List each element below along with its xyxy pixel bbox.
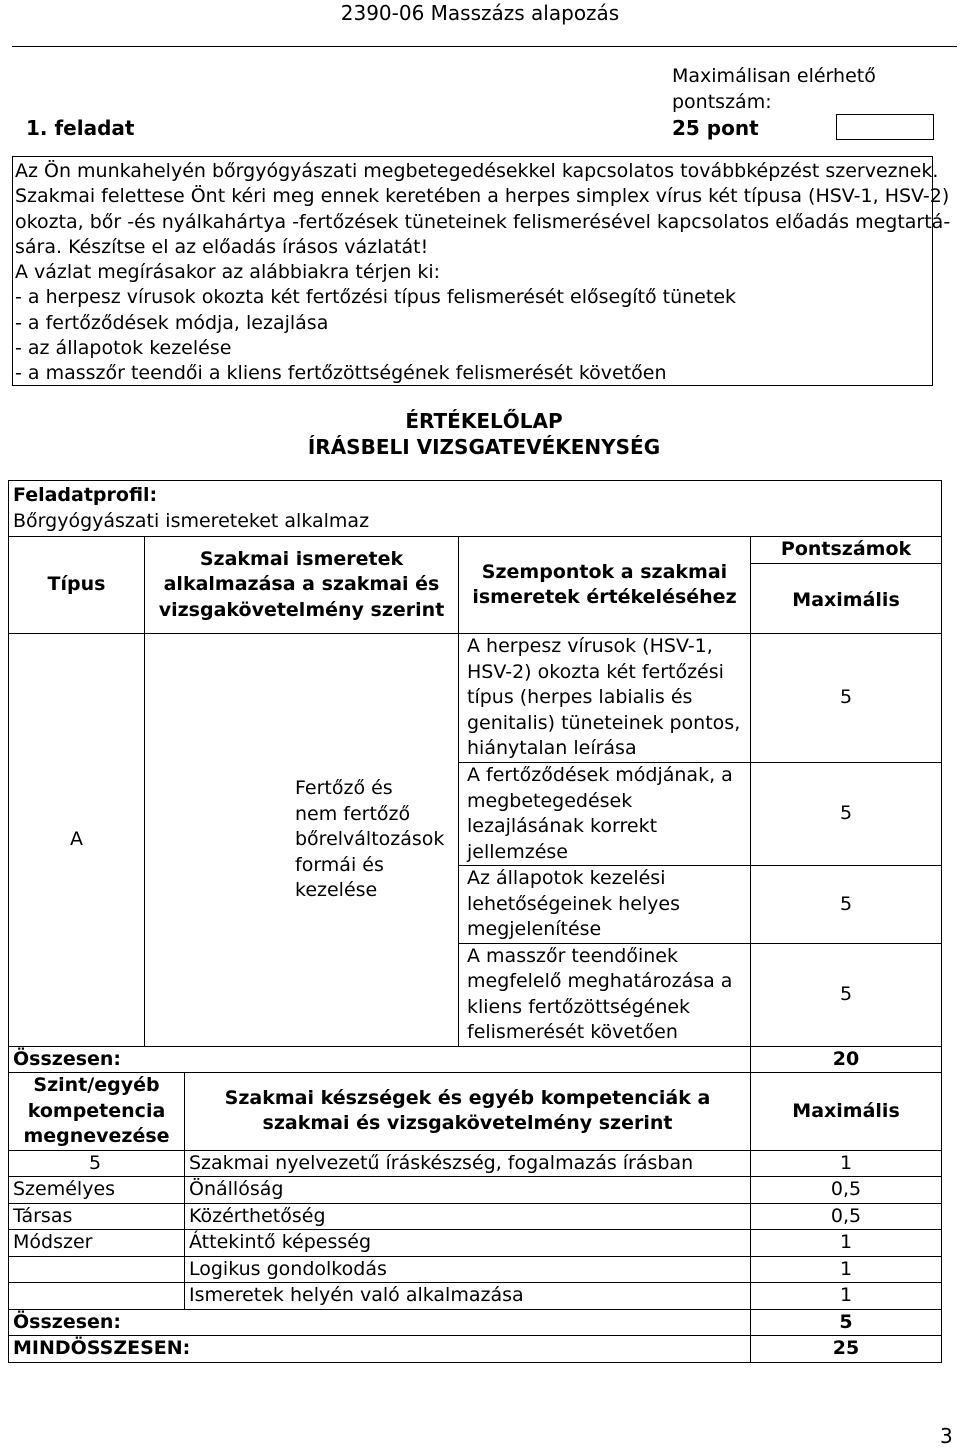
criteria-row bbox=[9, 634, 942, 763]
points-value: 25 pont bbox=[672, 116, 759, 140]
criteria-text: A herpesz vírusok (HSV-1, HSV-2) okozta két fertőzési típus (herpes labialis és genitalis) tüneteinek pontos, hiánytalan leírása bbox=[459, 634, 751, 763]
page-number: 3 bbox=[940, 1424, 953, 1448]
grand-total-label: MINDÖSSZESEN: bbox=[9, 1336, 751, 1363]
task-line: - a herpesz vírusok okozta két fertőzési típus felismerését elősegítő tünetek bbox=[15, 286, 737, 309]
subtotal-row bbox=[9, 1309, 942, 1336]
competency-level: Módszer bbox=[9, 1230, 185, 1257]
type-value: A bbox=[9, 634, 145, 1047]
competency-level bbox=[9, 1256, 185, 1283]
criteria-points: 5 bbox=[751, 634, 942, 763]
competency-points: 0,5 bbox=[751, 1177, 942, 1204]
subtotal-row bbox=[9, 1046, 942, 1073]
competency-row bbox=[9, 1256, 942, 1283]
competency-skill: Önállóság bbox=[185, 1177, 751, 1204]
profile-cell bbox=[9, 481, 942, 537]
evaluation-table bbox=[8, 480, 942, 1363]
subtotal-value: 20 bbox=[751, 1046, 942, 1073]
points-header-label: Pontszámok bbox=[751, 537, 941, 564]
criteria-points: 5 bbox=[751, 763, 942, 866]
competency-points: 1 bbox=[751, 1283, 942, 1310]
profile-value: Bőrgyógyászati ismereteket alkalmaz bbox=[13, 509, 370, 532]
page-header-title: 2390-06 Masszázs alapozás bbox=[340, 1, 620, 25]
points-caption-line2: pontszám: bbox=[672, 91, 772, 113]
competency-row bbox=[9, 1203, 942, 1230]
competency-skill: Áttekintő képesség bbox=[185, 1230, 751, 1257]
criteria-points: 5 bbox=[751, 866, 942, 944]
task-line: - az állapotok kezelése bbox=[15, 337, 232, 360]
points-caption bbox=[672, 63, 892, 115]
competency-level: Személyes bbox=[9, 1177, 185, 1204]
competency-skill: Logikus gondolkodás bbox=[185, 1256, 751, 1283]
task-line: sára. Készítse el az előadás írásos vázlatát! bbox=[15, 235, 429, 258]
competency-row bbox=[9, 1177, 942, 1204]
column-header-knowledge: Szakmai ismeretek alkalmazása a szakmai és vizsgakövetelmény szerint bbox=[145, 537, 459, 634]
competency-level: 5 bbox=[9, 1150, 185, 1177]
column-header-type: Típus bbox=[9, 537, 145, 634]
task-line: Szakmai felettese Önt kéri meg ennek keretében a herpes simplex vírus két típusa (HSV-1, HSV-2) bbox=[15, 185, 950, 208]
competency-skill: Közérthetőség bbox=[185, 1203, 751, 1230]
competency-row bbox=[9, 1150, 942, 1177]
evaluation-title-line1: ÉRTÉKELŐLAP bbox=[405, 409, 563, 433]
max-header-label: Maximális bbox=[792, 588, 900, 611]
knowledge-text: Fertőző és nem fertőző bőrelváltozások formái és kezelése bbox=[295, 777, 445, 901]
knowledge-value bbox=[145, 634, 459, 1047]
competency-points: 1 bbox=[751, 1230, 942, 1257]
competency-points: 1 bbox=[751, 1150, 942, 1177]
competency-row bbox=[9, 1283, 942, 1310]
task-line: Az Ön munkahelyén bőrgyógyászati megbetegedésekkel kapcsolatos továbbképzést szerveznek. bbox=[15, 160, 939, 182]
competency-points: 0,5 bbox=[751, 1203, 942, 1230]
competency-points: 1 bbox=[751, 1256, 942, 1283]
evaluation-title-line2: ÍRÁSBELI VIZSGATEVÉKENYSÉG bbox=[307, 435, 661, 459]
task-description-box bbox=[12, 156, 951, 386]
task-label: 1. feladat bbox=[26, 116, 135, 140]
header-divider bbox=[12, 46, 957, 47]
grand-total-value: 25 bbox=[751, 1336, 942, 1363]
competency-level: Társas bbox=[9, 1203, 185, 1230]
competency-header-row bbox=[9, 1073, 942, 1151]
task-line: - a fertőződések módja, lezajlása bbox=[15, 311, 329, 334]
grand-total-row bbox=[9, 1336, 942, 1363]
subtotal-label: Összesen: bbox=[9, 1046, 751, 1073]
task-line: - a masszőr teendői a kliens fertőzöttségének felismerését követően bbox=[15, 362, 667, 385]
column-header-level: Szint/egyéb kompetencia megnevezése bbox=[9, 1073, 185, 1151]
score-entry-box[interactable] bbox=[836, 114, 934, 140]
task-line: A vázlat megírásakor az alábbiakra térjen ki: bbox=[15, 261, 441, 284]
column-header-criteria: Szempontok a szakmai ismeretek értékeléséhez bbox=[459, 537, 751, 634]
criteria-text: A fertőződések módjának, a megbetegedések lezajlásának korrekt jellemzése bbox=[459, 763, 751, 866]
column-header-max: Maximális bbox=[751, 1073, 942, 1151]
evaluation-title bbox=[0, 408, 960, 460]
subtotal-label: Összesen: bbox=[9, 1309, 751, 1336]
task-line: okozta, bőr -és nyálkahártya -fertőzések tüneteinek felismerésével kapcsolatos előadás megtartá- bbox=[15, 210, 951, 233]
criteria-points: 5 bbox=[751, 943, 942, 1046]
competency-row bbox=[9, 1230, 942, 1257]
profile-label: Feladatprofil: bbox=[13, 484, 158, 506]
criteria-text: A masszőr teendőinek megfelelő meghatározása a kliens fertőzöttségének felismerését követően bbox=[459, 943, 751, 1046]
subtotal-value: 5 bbox=[751, 1309, 942, 1336]
points-caption-line1: Maximálisan elérhető bbox=[672, 65, 876, 87]
column-header-points bbox=[751, 537, 942, 634]
competency-skill: Ismeretek helyén való alkalmazása bbox=[185, 1283, 751, 1310]
profile-row bbox=[9, 481, 942, 537]
criteria-text: Az állapotok kezelési lehetőségeinek helyes megjelenítése bbox=[459, 866, 751, 944]
header-row bbox=[9, 537, 942, 634]
competency-level bbox=[9, 1283, 185, 1310]
competency-skill: Szakmai nyelvezetű íráskészség, fogalmazás írásban bbox=[185, 1150, 751, 1177]
column-header-skills: Szakmai készségek és egyéb kompetenciák a szakmai és vizsgakövetelmény szerint bbox=[185, 1073, 751, 1151]
